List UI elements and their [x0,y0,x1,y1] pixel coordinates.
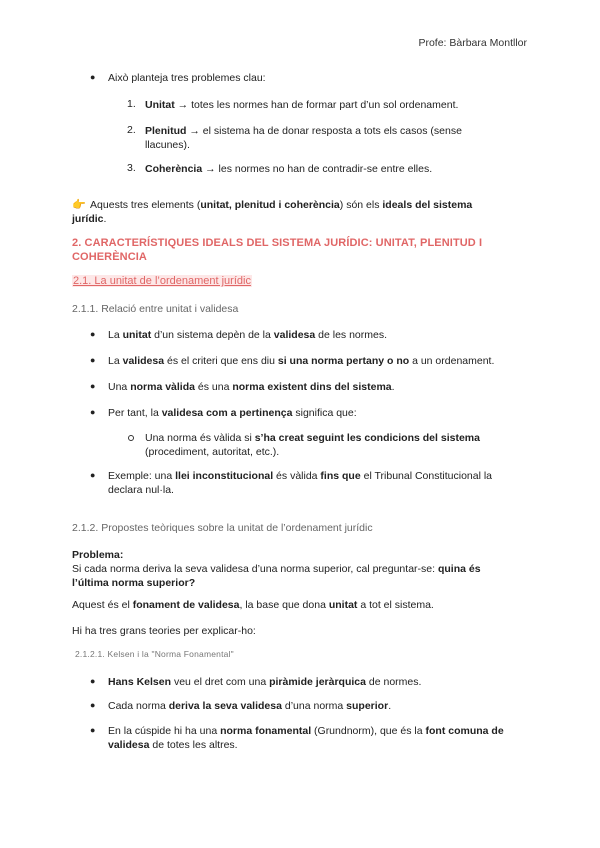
bullet-per-tant: Per tant, la validesa com a pertinença significa que: [108,407,357,419]
section-2-heading: 2. CARACTERÍSTIQUES IDEALS DEL SISTEMA JURÍDIC: UNITAT, PLENITUD I COHERÈNCIA [72,237,483,263]
section-2-1-2-heading: 2.1.2. Propostes teòriques sobre la unitat de l’ordenament jurídic [72,522,373,534]
teories-paragraph: Hi ha tres grans teories per explicar-ho: [72,625,256,637]
bullet-icon: ● [90,381,96,391]
section-2-1-2-1-heading: 2.1.2.1. Kelsen i la "Norma Fonamental" [75,649,234,659]
problema-paragraph: Problema: Si cada norma deriva la seva validesa d’una norma superior, cal preguntar-se: quina és l’última norma superior? [72,549,481,589]
list-number: 2. [127,124,136,136]
bullet-icon: ● [90,470,96,480]
bullet-cuspide: En la cúspide hi ha una norma fonamental (Grundnorm), que és la font comuna de validesa de totes les altres. [108,725,504,751]
bullet-exemple: Exemple: una llei inconstitucional és vàlida fins que el Tribunal Constitucional la declara nul·la. [108,470,493,496]
bullet-icon: ● [90,329,96,339]
list-item-unitat: Unitat → totes les normes han de formar part d’un sol ordenament. [145,99,459,111]
list-number: 3. [127,162,136,174]
list-number: 1. [127,98,136,110]
bullet-icon: ● [90,700,96,710]
callout-paragraph: 👉 Aquests tres elements (unitat, plenitud i coherència) són els ideals del sistema jurídic. [72,199,473,225]
section-2-1-1-heading: 2.1.1. Relació entre unitat i validesa [72,303,239,315]
sub-bullet-norma-valida: Una norma és vàlida si s’ha creat seguint les condicions del sistema (procediment, autoritat, etc.). [145,432,480,458]
bullet-icon: ● [90,676,96,686]
header-author: Profe: Bàrbara Montllor [418,37,527,49]
bullet-icon: ● [90,407,96,417]
bullet-icon: ● [90,355,96,365]
list-item-coherencia: Coherència → les normes no han de contradir-se entre elles. [145,163,433,175]
bullet-validesa-criteri: La validesa és el criteri que ens diu si una norma pertany o no a un ordenament. [108,355,495,367]
list-item-plenitud: Plenitud → el sistema ha de donar resposta a tots els casos (sense llacunes). [145,125,462,151]
bullet-unitat-validesa: La unitat d’un sistema depèn de la validesa de les normes. [108,329,388,341]
bullet-icon: ● [90,72,96,82]
intro-lead: Això planteja tres problemes clau: [108,72,266,84]
bullet-cada-norma: Cada norma deriva la seva validesa d’una norma superior. [108,700,392,712]
pointing-hand-icon: 👉 [72,199,86,211]
bullet-hans-kelsen: Hans Kelsen veu el dret com una piràmide jeràrquica de normes. [108,676,422,688]
section-2-1-heading: 2.1. La unitat de l’ordenament jurídic [73,275,251,287]
fonament-paragraph: Aquest és el fonament de validesa, la base que dona unitat a tot el sistema. [72,599,434,611]
bullet-icon: ● [90,725,96,735]
bullet-norma-valida: Una norma vàlida és una norma existent dins del sistema. [108,381,395,393]
hollow-bullet-icon [128,435,134,441]
